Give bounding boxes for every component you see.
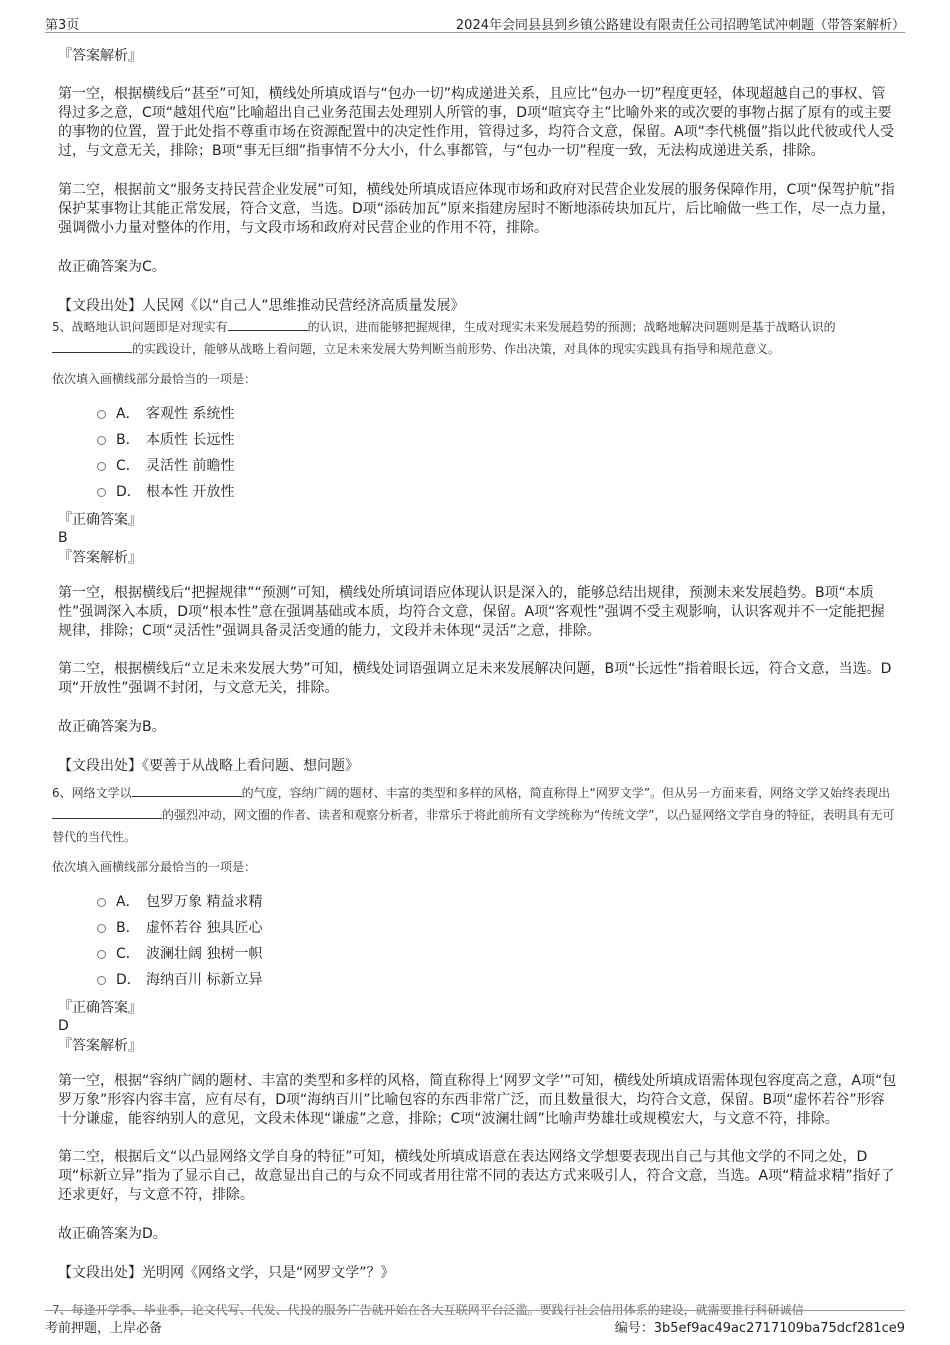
fill-blank [228, 318, 308, 331]
answer-conclusion: 故正确答案为C。 [58, 259, 166, 275]
page-footer [45, 1310, 905, 1337]
option-c[interactable]: C． 灵活性 前瞻性 [58, 453, 898, 479]
radio-button[interactable] [97, 462, 106, 471]
analysis-paragraph: 第一空，根据横线后“把握规律”“预测”可知，横线处所填词语应体现认识是深入的，能够总结出规律，预测未来发展趋势。B项“本质性”强调深入本质，D项“根本性”意在强调基础或本质，均符合文意，保留。A项“客观性”强调不受主观影响，认识客观并不一定能把握规律，排除；C项“灵活性”强调具备灵活变通的能力，文段并未体现“灵活”之意，排除。 [58, 585, 885, 639]
fill-blank [132, 784, 242, 797]
radio-button[interactable] [97, 976, 106, 985]
option-a[interactable]: A． 包罗万象 精益求精 [58, 889, 898, 915]
answer-conclusion: 故正确答案为B。 [58, 719, 166, 735]
correct-answer-value: B [58, 530, 68, 546]
option-a[interactable]: A． 客观性 系统性 [58, 401, 898, 427]
source-citation: 【文段出处】人民网《以“自己人”思维推动民营经济高质量发展》 [58, 298, 465, 314]
fill-blank [52, 340, 132, 353]
question-6-prompt: 依次填入画横线部分最恰当的一项是： [52, 860, 257, 874]
question-5-options [58, 401, 898, 505]
correct-answer-heading: 『正确答案』 [58, 512, 142, 528]
radio-button[interactable] [97, 410, 106, 419]
radio-button[interactable] [97, 898, 106, 907]
correct-answer-heading: 『正确答案』 [58, 1000, 142, 1016]
analysis-paragraph: 第二空，根据后文“以凸显网络文学自身的特征”可知，横线处所填成语意在表达网络文学想要表现出自己与其他文学的不同之处，D项“标新立异”指为了显示自己，故意显出自己的与众不同或者用往常不同的表达方式来吸引人，符合文意，当选。A项“精益求精”指好了还求更好，与文意不符，排除。 [58, 1149, 895, 1203]
option-d[interactable]: D． 海纳百川 标新立异 [58, 967, 898, 993]
page-number: 第3页 [45, 18, 80, 33]
question-6-options [58, 889, 898, 993]
source-citation: 【文段出处】《要善于从战略上看问题、想问题》 [58, 758, 359, 774]
analysis-paragraph: 第一空，根据横线后“甚至”可知，横线处所填成语与“包办一切”构成递进关系，且应比“包办一切”程度更轻，体现超越自己的事权、管得过多之意，C项“越俎代庖”比喻超出自己业务范围去处理别人所管的事，D项“喧宾夺主”比喻外来的或次要的事物占据了原有的或主要的事物的位置，置于此处指不尊重市场在资源配置中的决定性作用，管得过多，均符合文意，保留。A项“李代桃僵”指以此代彼或代人受过，与文意无关，排除；B项“事无巨细”指事情不分大小，什么事都管，与“包办一切”程度一致，无法构成递进关系，排除。 [58, 86, 895, 159]
radio-button[interactable] [97, 924, 106, 933]
analysis-heading: 『答案解析』 [58, 550, 142, 566]
document-id: 编号：3b5ef9ac49ac2717109ba75dcf281ce9 [614, 1321, 905, 1336]
option-b[interactable]: B． 本质性 长远性 [58, 427, 898, 453]
page-header [45, 10, 905, 33]
footer-slogan: 考前押题，上岸必备 [45, 1321, 163, 1336]
analysis-paragraph: 第一空，根据“容纳广阔的题材、丰富的类型和多样的风格，简直称得上‘网罗文学’”可知，横线处所填成语需体现包容度高之意，A项“包罗万象”形容内容丰富，应有尽有，D项“海纳百川”比喻包容的东西非常广泛，而且数量很大，均符合文意，保留。B项“虚怀若谷”形容十分谦虚，能容纳别人的意见，文段未体现“谦虚”之意，排除；C项“波澜壮阔”比喻声势雄壮或规模宏大，与文意不符，排除。 [58, 1073, 897, 1127]
fill-blank [52, 806, 162, 819]
page-content [52, 40, 898, 1317]
question-5-stem: 5、战略地认识问题即是对现实有 的认识，进而能够把握规律，生成对现实未来发展趋势的预测；战略地解决问题则是基于战略认识的的实践设计，能够从战略上看问题，立足未来发展大势判断当前形势、作出决策，对具体的现实实践具有指导和规范意义。 [52, 320, 836, 356]
document-title: 2024年会同县县到乡镇公路建设有限责任公司招聘笔试冲刺题（带答案解析） [455, 18, 905, 33]
option-c[interactable]: C． 波澜壮阔 独树一帜 [58, 941, 898, 967]
option-d[interactable]: D． 根本性 开放性 [58, 479, 898, 505]
question-5-prompt: 依次填入画横线部分最恰当的一项是： [52, 372, 257, 386]
analysis-heading: 『答案解析』 [58, 48, 142, 64]
option-b[interactable]: B． 虚怀若谷 独具匠心 [58, 915, 898, 941]
radio-button[interactable] [97, 488, 106, 497]
correct-answer-value: D [58, 1018, 69, 1034]
source-citation: 【文段出处】光明网《网络文学，只是“网罗文学”？》 [58, 1265, 395, 1281]
answer-conclusion: 故正确答案为D。 [58, 1226, 167, 1242]
question-7-stem-partial: 7、每逢开学季、毕业季，论文代写、代发、代投的服务广告就开始在各大互联网平台泛滥。要践行社会信用体系的建设，就需要推行科研诚信 [52, 1303, 804, 1317]
radio-button[interactable] [97, 436, 106, 445]
analysis-heading: 『答案解析』 [58, 1038, 142, 1054]
radio-button[interactable] [97, 950, 106, 959]
analysis-paragraph: 第二空，根据前文“服务支持民营企业发展”可知，横线处所填成语应体现市场和政府对民营企业发展的服务保障作用，C项“保驾护航”指保护某事物让其能正常发展，符合文意，当选。D项“添砖加瓦”原来指建房屋时不断地添砖块加瓦片，后比喻做一些工作，尽一点力量，强调微小力量对整体的作用，与文段市场和政府对民营企业的作用不符，排除。 [58, 182, 896, 236]
question-6-stem: 6、网络文学以 的气度，容纳广阔的题材、丰富的类型和多样的风格，简直称得上“网罗文学”。但从另一方面来看，网络文学又始终表现出的强烈冲动，网文圈的作者、读者和观察分析者，非常乐于将此前所有文学统称为“传统文学”，以凸显网络文学自身的特征，表明具有无可替代的当代性。 [52, 786, 895, 844]
analysis-paragraph: 第二空，根据横线后“立足未来发展大势”可知，横线处词语强调立足未来发展解决问题，B项“长远性”指着眼长远，符合文意，当选。D项“开放性”强调不封闭，与文意无关，排除。 [58, 661, 892, 696]
